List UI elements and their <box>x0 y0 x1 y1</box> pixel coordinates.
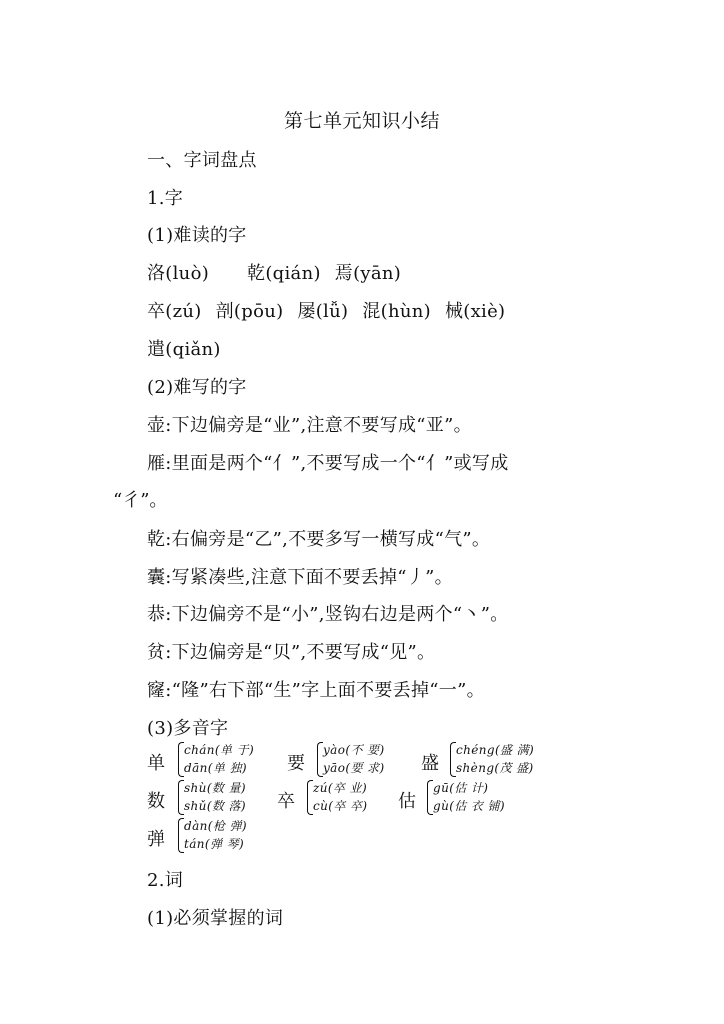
hard-read-item: 混(hùn) <box>362 301 431 322</box>
polyphonic-reading: yāo(要 求) <box>323 761 385 775</box>
section-heading-words: 一、字词盘点 <box>147 150 257 171</box>
hard-read-item: 焉(yān) <box>334 263 402 284</box>
hard-read-heading: (1)难读的字 <box>147 225 247 246</box>
hard-write-item: 恭:下边偏旁不是“小”,竖钩右边是两个“丶”。 <box>147 604 509 625</box>
polyphonic-reading: gù(估 衣 铺) <box>433 799 506 813</box>
polyphonic-reading: chán(单 于) <box>184 743 255 757</box>
hard-read-item: 械(xiè) <box>444 301 506 322</box>
subsection-characters: 1.字 <box>147 188 184 209</box>
polyphonic-group-yao <box>287 741 417 781</box>
polyphonic-reading: dān(单 独) <box>184 761 247 775</box>
polyphonic-reading: cù(卒 卒) <box>313 799 368 813</box>
polyphonic-reading: shǔ(数 落) <box>184 799 246 813</box>
polyphonic-char: 估 <box>398 791 416 812</box>
hard-read-item: 卒(zú) <box>147 301 202 322</box>
hard-read-item: 乾(qián) <box>247 263 321 284</box>
hard-write-item: 囊:写紧凑些,注意下面不要丢掉“丿”。 <box>147 567 453 588</box>
polyphonic-char: 数 <box>147 791 165 812</box>
hard-write-item: 贫:下边偏旁是“贝”,不要写成“见”。 <box>147 642 436 663</box>
hard-write-item: 窿:“隆”右下部“生”字上面不要丢掉“一”。 <box>147 680 485 701</box>
polyphonic-group-dan-tan <box>147 817 287 857</box>
hard-read-row-1 <box>147 259 401 285</box>
polyphonic-char: 要 <box>287 753 305 774</box>
polyphonic-reading: zú(卒 业) <box>313 781 368 795</box>
polyphonic-group-sheng <box>421 741 561 781</box>
polyphonic-reading: gū(估 计) <box>433 781 489 795</box>
polyphonic-group-zu <box>277 779 407 819</box>
hard-write-item: 乾:右偏旁是“乙”,不要多写一横写成“气”。 <box>147 529 491 550</box>
hard-read-row-2 <box>147 297 505 323</box>
polyphonic-reading: yào(不 要) <box>323 743 385 757</box>
hard-read-item: 遣(qiǎn) <box>147 339 221 360</box>
polyphonic-char: 弹 <box>147 829 165 850</box>
hard-read-row-3 <box>147 335 221 361</box>
subsection-words: 2.词 <box>147 870 184 891</box>
polyphonic-heading: (3)多音字 <box>147 718 229 739</box>
hard-read-item: 洛(luò) <box>147 263 210 284</box>
hard-write-item: 雁:里面是两个“亻”,不要写成一个“亻”或写成 <box>147 453 509 474</box>
hard-read-item: 剖(pōu) <box>215 301 284 322</box>
polyphonic-reading: chéng(盛 满) <box>456 743 535 757</box>
hard-write-item: 壶:下边偏旁是“业”,注意不要写成“亚”。 <box>147 415 472 436</box>
polyphonic-reading: shèng(茂 盛) <box>456 761 534 775</box>
page-title: 第七单元知识小结 <box>283 110 440 132</box>
polyphonic-reading: dàn(枪 弹) <box>184 819 247 833</box>
polyphonic-group-gu <box>398 779 538 819</box>
polyphonic-reading: tán(弹 琴) <box>184 837 245 851</box>
hard-write-heading: (2)难写的字 <box>147 377 247 398</box>
polyphonic-group-shu <box>147 779 287 819</box>
polyphonic-char: 盛 <box>421 753 439 774</box>
hard-write-item-continued: “彳”。 <box>113 490 168 511</box>
polyphonic-char: 单 <box>147 753 165 774</box>
polyphonic-reading: shù(数 量) <box>184 781 246 795</box>
polyphonic-group-dan <box>147 741 287 781</box>
hard-read-item: 屡(lǚ) <box>297 301 349 322</box>
must-master-words-heading: (1)必须掌握的词 <box>147 908 284 929</box>
polyphonic-char: 卒 <box>277 791 295 812</box>
